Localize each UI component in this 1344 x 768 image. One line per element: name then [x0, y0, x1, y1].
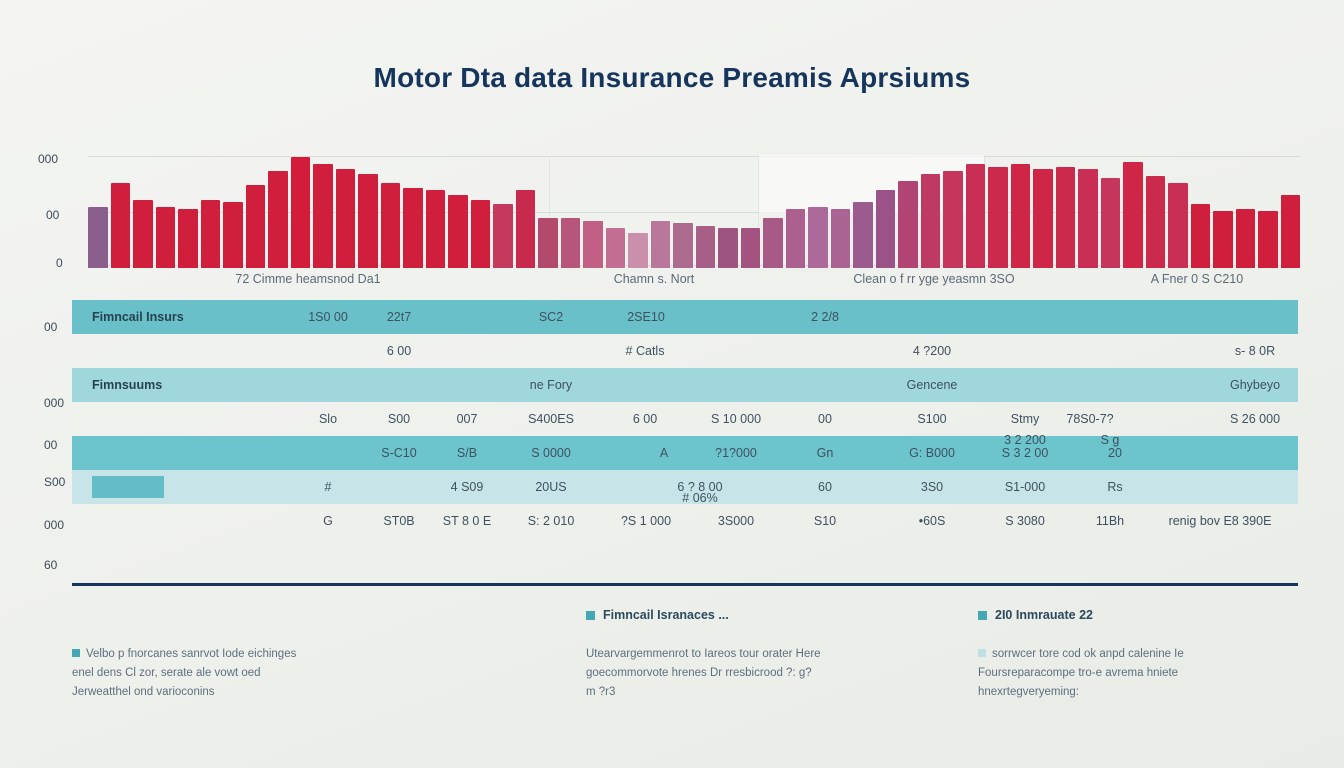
bar	[516, 190, 536, 268]
table-cell: #	[324, 480, 332, 494]
table-row[interactable]	[72, 504, 1298, 538]
table-cell: ST0B	[383, 514, 415, 528]
table-cell: Stmy	[1010, 412, 1040, 426]
bar	[1101, 178, 1121, 268]
bar	[718, 228, 738, 268]
table-cell: 3 2 200	[1004, 433, 1046, 447]
bar	[403, 188, 423, 268]
legend-heading-label: Fimncail Isranaces ...	[603, 608, 729, 622]
table-axis-label: S00	[44, 475, 66, 489]
y-tick-0: 000	[38, 152, 59, 166]
bar	[943, 171, 963, 268]
table-cell: Rs	[1107, 480, 1123, 494]
bar	[268, 171, 288, 268]
table-cell: 22t7	[386, 310, 412, 324]
bar	[831, 209, 851, 268]
x-group-label: Chamn s. Nort	[613, 272, 695, 286]
x-group-label: 72 Cimme heamsnod Da1	[235, 272, 381, 286]
bar	[426, 190, 446, 268]
bar	[201, 200, 221, 268]
table-row[interactable]	[72, 368, 1298, 402]
table-cell: S/B	[456, 446, 478, 460]
bar	[1033, 169, 1053, 268]
bar	[538, 218, 558, 268]
table-cell: A	[659, 446, 669, 460]
table-row-label: Fimnsuums	[92, 378, 163, 392]
legend-swatch-icon	[978, 611, 987, 620]
bar	[88, 207, 108, 268]
bar	[448, 195, 468, 268]
table-cell: S 0000	[531, 446, 571, 460]
table-cell: 4 S09	[450, 480, 484, 494]
chart-y-axis-labels	[38, 148, 78, 270]
bar	[156, 207, 176, 268]
table-cell: ?S 1 000	[620, 514, 672, 528]
table-cell: Slo	[318, 412, 338, 426]
bar	[291, 157, 311, 268]
table-row[interactable]	[72, 470, 1298, 504]
table-cell: ST 8 0 E	[442, 514, 492, 528]
legend-heading-label: 2I0 Inmrauate 22	[995, 608, 1093, 622]
legend-swatch-icon	[586, 611, 595, 620]
table-cell: •60S	[918, 514, 946, 528]
table-cell: 00	[818, 412, 832, 426]
y-tick-2: 0	[56, 256, 63, 270]
table-cell: 6 ? 8 00	[677, 480, 723, 494]
x-group-label: Clean o f rr yge yeasmn 3SO	[853, 272, 1015, 286]
bar	[1056, 167, 1076, 268]
bar	[178, 209, 198, 268]
table-cell: S 3080	[1005, 514, 1045, 528]
table-cell: S00	[387, 412, 411, 426]
bar	[561, 218, 581, 268]
table-cell: renig bov E8 390E	[1168, 514, 1272, 528]
table-cell: S 3 2 00	[1001, 446, 1049, 460]
table-axis-label: 000	[44, 396, 65, 410]
table-cell: 60	[818, 480, 832, 494]
bar	[313, 164, 333, 268]
table-cell: 78S0-7?	[1066, 412, 1114, 426]
table-cell: # Catls	[625, 344, 665, 358]
bar	[1236, 209, 1256, 268]
table-row[interactable]	[72, 433, 1298, 470]
table-cell: 007	[456, 412, 478, 426]
bar	[606, 228, 626, 268]
table-row-label: Fimncail Insurs	[92, 310, 184, 324]
table-cell: S 26 000	[1229, 412, 1281, 426]
bar	[876, 190, 896, 268]
table-cell: S400ES	[528, 412, 574, 426]
table-axis-label: 00	[44, 320, 58, 334]
legend-note	[978, 645, 1213, 702]
table-cell: 3S0	[920, 480, 944, 494]
bar	[673, 223, 693, 268]
table-axis-label: 60	[44, 558, 58, 572]
bar	[1191, 204, 1211, 268]
table-cell: S100	[917, 412, 947, 426]
table-cell: 6 00	[386, 344, 412, 358]
bar	[133, 200, 153, 268]
table-axis-label: 000	[44, 518, 65, 532]
bar	[1258, 211, 1278, 268]
bar	[246, 185, 266, 268]
table-cell: Ghybeyo	[1229, 378, 1281, 392]
bar	[493, 204, 513, 268]
table-cell: 4 ?200	[912, 344, 952, 358]
legend-note-text: Velbo p fnorcanes sanrvot Iode eichinges enel dens Cl zor, serate ale vowt oed Jerweatthel ond varioconins	[72, 648, 297, 698]
table-cell: S10	[813, 514, 837, 528]
bar	[651, 221, 671, 268]
bar	[111, 183, 131, 268]
bar	[1011, 164, 1031, 268]
bar	[1123, 162, 1143, 268]
table-cell: ?1?000	[715, 446, 757, 460]
bar	[1078, 169, 1098, 268]
table-cell: # 06%	[682, 491, 718, 505]
table-row[interactable]	[72, 402, 1298, 436]
table-cell: 1S0 00	[308, 310, 348, 324]
table-cell: Gn	[816, 446, 834, 460]
table-cell: Gencene	[906, 378, 958, 392]
table-cell: 11Bh	[1095, 514, 1125, 528]
bar	[628, 233, 648, 268]
bar	[988, 167, 1008, 268]
legend-heading	[978, 608, 1093, 622]
bar	[1281, 195, 1301, 268]
bar	[898, 181, 918, 268]
row-color-swatch	[92, 476, 164, 498]
bar	[1168, 183, 1188, 268]
table-axis-label: 00	[44, 438, 58, 452]
legend-note-text: Utearvargemmenrot to Iareos tour orater Here goecommorvote hrenes Dr rresbicrood ?: g?m ?r3	[586, 648, 821, 698]
bar	[921, 174, 941, 268]
bar	[583, 221, 603, 268]
table-cell: S 10 000	[710, 412, 762, 426]
bar-series	[88, 148, 1300, 268]
table-row[interactable]	[72, 334, 1298, 368]
table-cell: 20US	[535, 480, 567, 494]
bar	[381, 183, 401, 268]
table-cell: 20	[1108, 446, 1122, 460]
table-bottom-rule	[72, 583, 1298, 586]
table-cell: S-C10	[381, 446, 417, 460]
bar	[808, 207, 828, 268]
legend-heading	[586, 608, 729, 622]
table-row[interactable]	[72, 300, 1298, 334]
bar	[358, 174, 378, 268]
bar	[223, 202, 243, 268]
bar	[966, 164, 986, 268]
table-cell: S g	[1100, 433, 1120, 447]
legend-note-text: sorrwcer tore cod ok anpd calenine Ie Foursreparacompe tro-e avrema hniete hnexrtegveryeming:	[978, 648, 1184, 698]
table-cell: SC2	[538, 310, 564, 324]
table-cell: S: 2 010	[527, 514, 575, 528]
data-table	[72, 300, 1298, 538]
bar	[741, 228, 761, 268]
table-cell: G: B000	[909, 446, 955, 460]
table-cell: S1-000	[1004, 480, 1046, 494]
legend-note-swatch-icon	[72, 649, 80, 657]
bar	[1213, 211, 1233, 268]
bar	[786, 209, 806, 268]
table-cell: 2 2/8	[811, 310, 839, 324]
bar	[696, 226, 716, 268]
table-cell: 2SE10	[627, 310, 665, 324]
table-cell: 6 00	[632, 412, 658, 426]
y-tick-1: 00	[46, 208, 60, 222]
legend-note	[72, 645, 307, 702]
bar	[763, 218, 783, 268]
legend-note-swatch-icon	[978, 649, 986, 657]
table-cell: 3S000	[717, 514, 755, 528]
bar	[471, 200, 491, 268]
bar	[336, 169, 356, 268]
chart-x-axis-labels	[88, 272, 1300, 292]
bar	[853, 202, 873, 268]
table-cell: s- 8 0R	[1234, 344, 1276, 358]
table-cell: G	[323, 514, 333, 528]
bar	[1146, 176, 1166, 268]
x-group-label: A Fner 0 S C210	[1150, 272, 1244, 286]
table-cell: ne Fory	[529, 378, 573, 392]
page-title: Motor Dta data Insurance Preamis Aprsiums	[373, 62, 971, 93]
legend-note	[586, 645, 821, 702]
